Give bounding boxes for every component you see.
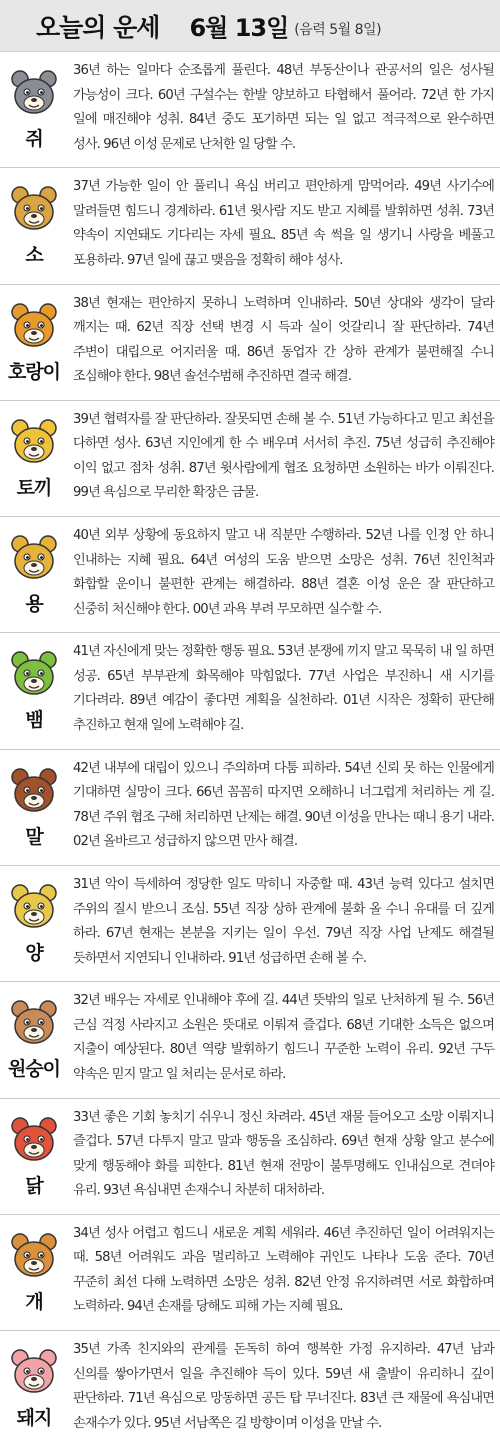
fortune-text: 39년 협력자를 잘 판단하라. 잘못되면 손해 볼 수. 51년 가능하다고 믿고 최선을 다하면 성사. 63년 지인에게 한 수 배우며 서서히 추진. 75년 성급히 추진해야 이익 없고 점차 성취. 87년 윗사람에게 협조 요청하면 소원하는 바가 이뤄진다. 99년 욕심으로 무리한 확장은 금물. <box>73 411 494 501</box>
zodiac-name: 말 <box>25 825 43 848</box>
page-title: 오늘의 운세 <box>36 12 160 42</box>
zodiac-animal <box>0 1331 68 1444</box>
zodiac-animal <box>0 401 68 516</box>
zodiac-row <box>0 401 500 517</box>
zodiac-animal <box>0 52 68 167</box>
zodiac-animal <box>0 517 68 632</box>
fortune-text: 41년 자신에게 맞는 정확한 행동 필요. 53년 분쟁에 끼지 말고 묵묵히 내 일 하면 성공. 65년 부부관계 화목해야 막힘없다. 77년 사업은 부진하니 새 시기를 기다려라. 89년 예감이 좋다면 계획을 실천하라. 01년 시작은 정확히 판단해 추진하고 현재 일에 노력해야 길. <box>73 644 494 733</box>
monkey-icon <box>8 998 60 1048</box>
zodiac-name: 돼지 <box>16 1407 52 1430</box>
fortune-text: 31년 악이 득세하여 정당한 일도 막히니 자중할 때. 43년 능력 있다고 설치면 주위의 질시 받으니 조심. 55년 직장 상하 관계에 불화 올 수니 유대를 더 깊게 하라. 67년 현재는 본분을 지키는 일이 우선. 79년 직장 사업 난제도 해결될 듯하면서 지연되니 인내하라. 91년 성급하면 손해 볼 수. <box>73 877 494 966</box>
sheep-icon <box>8 882 60 932</box>
zodiac-name: 개 <box>25 1290 43 1313</box>
zodiac-name: 쥐 <box>25 128 43 150</box>
date-label: 6월 13일 <box>189 14 289 42</box>
zodiac-animal <box>0 982 68 1097</box>
fortune-text: 34년 성사 어렵고 힘드니 새로운 계획 세워라. 46년 추진하던 일이 어려워지는 때. 58년 어려워도 과음 멀리하고 노력해야 귀인도 나타나 도움 준다. 70년 꾸준히 최선 다해 노력하면 소망은 성취. 82년 안정 유지하려면 서로 화합하며 노력하라. 94년 손재를 당해도 피해 가는 지혜 필요. <box>73 1225 494 1315</box>
zodiac-name: 용 <box>25 593 43 616</box>
zodiac-row <box>0 633 500 749</box>
zodiac-animal <box>0 633 68 748</box>
fortune-text: 37년 가능한 일이 안 풀리니 욕심 버리고 편안하게 맘먹어라. 49년 사기수에 말려들면 힘드니 경계하라. 61년 윗사람 지도 받고 지혜를 발휘하면 성취. 73년 약속이 지연돼도 기다리는 자세 필요. 85년 속 썩을 일 생기니 사랑을 베풀고 포용하라. 97년 일에 끊고 맺음을 정확히 해야 성사. <box>73 179 494 268</box>
zodiac-name: 원숭이 <box>7 1058 61 1081</box>
zodiac-name: 닭 <box>25 1174 43 1197</box>
pig-icon <box>8 1347 60 1397</box>
zodiac-name: 토끼 <box>16 476 52 499</box>
horse-icon <box>8 766 60 816</box>
zodiac-name: 뱀 <box>25 709 43 732</box>
zodiac-row <box>0 285 500 401</box>
zodiac-animal <box>0 285 68 400</box>
zodiac-row <box>0 750 500 866</box>
rooster-icon <box>8 1115 60 1165</box>
ox-icon <box>8 184 60 234</box>
zodiac-animal <box>0 168 68 283</box>
tiger-icon <box>8 301 60 351</box>
zodiac-animal <box>0 750 68 865</box>
header <box>0 0 500 52</box>
zodiac-row <box>0 866 500 982</box>
rat-icon <box>8 68 60 118</box>
zodiac-list <box>0 52 500 1444</box>
rabbit-icon <box>8 417 60 467</box>
fortune-text: 36년 하는 일마다 순조롭게 풀린다. 48년 부동산이나 관공서의 일은 성사될 가능성이 크다. 60년 구설수는 한발 양보하고 타협해서 풀어라. 72년 한 가지 일에 매진해야 성취. 84년 중도 포기하면 되는 일 없고 적극적으로 완수하면 성사. 96년 이성 문제로 난처한 일 당할 수. <box>73 63 494 152</box>
fortune-text: 32년 배우는 자세로 인내해야 후에 길. 44년 뜻밖의 일로 난처하게 될 수. 56년 근심 걱정 사라지고 소원은 뜻대로 이뤄져 즐겁다. 68년 기대한 소득은 없으며 지출이 예상된다. 80년 역량 발휘하기 힘드니 꾸준한 노력이 유리. 92년 구두 약속은 믿지 말고 일 처리는 문서로 하라. <box>73 993 494 1082</box>
zodiac-row <box>0 168 500 284</box>
fortune-text: 40년 외부 상황에 동요하지 말고 내 직분만 수행하라. 52년 나를 인정 안 하니 인내하는 지혜 필요. 64년 여성의 도움 받으면 소망은 성취. 76년 친인척과 화합할 운이니 불편한 관계는 해결하라. 88년 결혼 이성 운은 잘 판단하고 신중히 처신해야 한다. 00년 과욕 부려 무모하면 실수할 수. <box>73 528 494 617</box>
dog-icon <box>8 1231 60 1281</box>
fortune-text: 42년 내부에 대립이 있으니 주의하며 다툼 피하라. 54년 신뢰 못 하는 인물에게 기대하면 실망이 크다. 66년 꼼꼼히 따지면 오해하니 너그럽게 처리하는 게 길. 78년 주위 협조 구해 처리하면 난제는 해결. 90년 이성을 만나는 때니 용기 내라. 02년 올바르고 성급하지 않으면 만사 해결. <box>73 760 494 850</box>
zodiac-animal <box>0 1099 68 1214</box>
lunar-date-label: (음력 5월 8일) <box>294 21 382 38</box>
fortune-text: 38년 현재는 편안하지 못하니 노력하며 인내하라. 50년 상대와 생각이 달라 깨지는 때. 62년 직장 선택 변경 시 득과 실이 엇갈리니 잘 판단하라. 74년 주변이 대립으로 어지러울 때. 86년 동업자 간 상하 관계가 불편해질 수니 조심해야 한다. 98년 솔선수범해 추진하면 결국 해결. <box>73 295 494 385</box>
dragon-icon <box>8 533 60 583</box>
zodiac-row <box>0 1331 500 1444</box>
zodiac-row <box>0 52 500 168</box>
fortune-text: 33년 좋은 기회 놓치기 쉬우니 정신 차려라. 45년 재물 들어오고 소망 이뤄지니 즐겁다. 57년 다투지 말고 말과 행동을 조심하라. 69년 현재 상황 알고 분수에 맞게 행동해야 화를 피한다. 81년 현재 전망이 불투명해도 인내심으로 견뎌야 유리. 93년 욕심내면 손재수니 차분히 대처하라. <box>73 1109 494 1199</box>
zodiac-name: 소 <box>25 244 43 267</box>
zodiac-row <box>0 1215 500 1331</box>
snake-icon <box>8 649 60 699</box>
zodiac-name: 호랑이 <box>7 360 61 383</box>
zodiac-row <box>0 982 500 1098</box>
zodiac-name: 양 <box>25 942 43 965</box>
zodiac-row <box>0 1099 500 1215</box>
zodiac-animal <box>0 1215 68 1330</box>
fortune-text: 35년 가족 친지와의 관계를 돈독히 하여 행복한 가정 유지하라. 47년 남과 신의를 쌓아가면서 일을 추진해야 득이 있다. 59년 새 출발이 유리하니 깊이 판단하라. 71년 욕심으로 망동하면 공든 탑 무너진다. 83년 큰 재물에 욕심내면 손재수가 있다. 95년 서남쪽은 길 방향이며 이성을 만날 수. <box>73 1342 494 1431</box>
zodiac-animal <box>0 866 68 981</box>
zodiac-row <box>0 517 500 633</box>
